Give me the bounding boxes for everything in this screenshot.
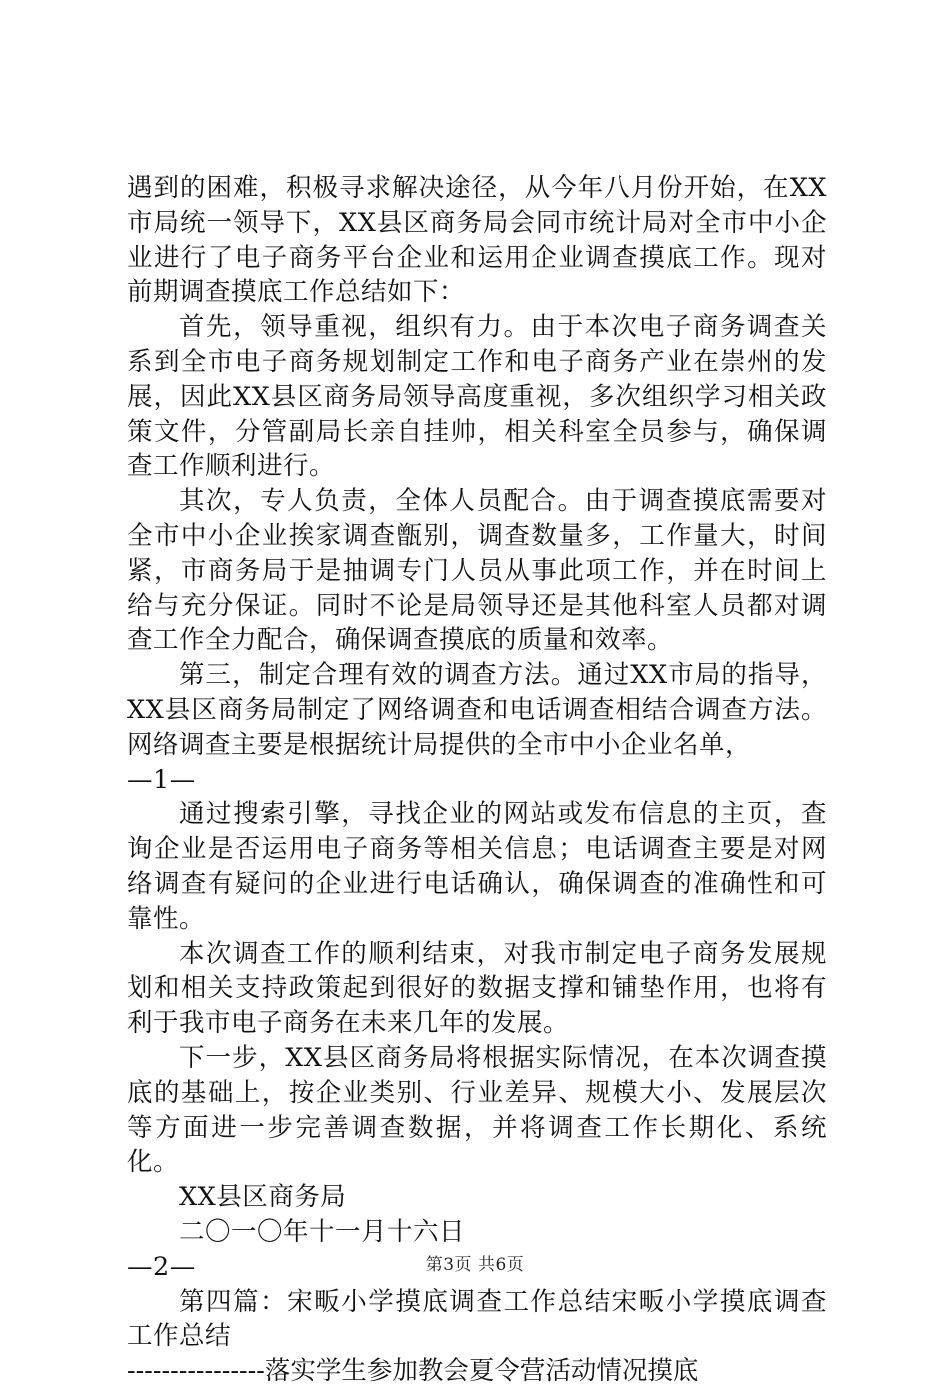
signature-date: 二〇一〇年十一月十六日 [179,1216,466,1247]
document-body [127,171,827,1389]
page-marker-2: —2— [127,1251,196,1282]
section-subheading: ----------------落实学生参加教会夏令营活动情况摸底 [127,1356,699,1387]
paragraph-survey-method: 通过搜索引擎，寻找企业的网站或发布信息的主页，查询企业是否运用电子商务等相关信息；电话调查主要是对网络调查有疑问的企业进行电话确认，确保调查的准确性和可靠性。 [127,799,827,934]
paragraph-first-point: 首先，领导重视，组织有力。由于本次电子商务调查关系到全市电子商务规划制定工作和电子商务产业在崇州的发展，因此XX县区商务局领导高度重视，多次组织学习相关政策文件，分管副局长亲自挂帅，相关科室全员参与，确保调查工作顺利进行。 [127,312,827,482]
page-marker-1: —1— [127,764,196,795]
paragraph-continued: 遇到的困难，积极寻求解决途径，从今年八月份开始，在XX市局统一领导下，XX县区商务局会同市统计局对全市中小企业进行了电子商务平台企业和运用企业调查摸底工作。现对前期调查摸底工作总结如下： [127,173,827,308]
signature-organization: XX县区商务局 [179,1182,347,1213]
page-footer: 第3页 共6页 [425,1255,525,1275]
paragraph-second-point: 其次，专人负责，全体人员配合。由于调查摸底需要对全市中小企业挨家调查甑别，调查数量多，工作量大，时间紧，市商务局于是抽调专门人员从事此项工作，并在时间上给与充分保证。同时不论是局领导还是其他科室人员都对调查工作全力配合，确保调查摸底的质量和效率。 [127,486,827,656]
paragraph-next-step: 下一步，XX县区商务局将根据实际情况，在本次调查摸底的基础上，按企业类别、行业差异、规模大小、发展层次等方面进一步完善调查数据，并将调查工作长期化、系统化。 [127,1042,827,1178]
section-heading: 第四篇：宋畈小学摸底调查工作总结宋畈小学摸底调查工作总结 [127,1286,827,1352]
paragraph-conclusion: 本次调查工作的顺利结束，对我市制定电子商务发展规划和相关支持政策起到很好的数据支撑和铺垫作用，也将有利于我市电子商务在未来几年的发展。 [127,938,827,1039]
paragraph-third-point: 第三，制定合理有效的调查方法。通过XX市局的指导，XX县区商务局制定了网络调查和电话调查相结合调查方法。网络调查主要是根据统计局提供的全市中小企业名单， [127,660,827,760]
